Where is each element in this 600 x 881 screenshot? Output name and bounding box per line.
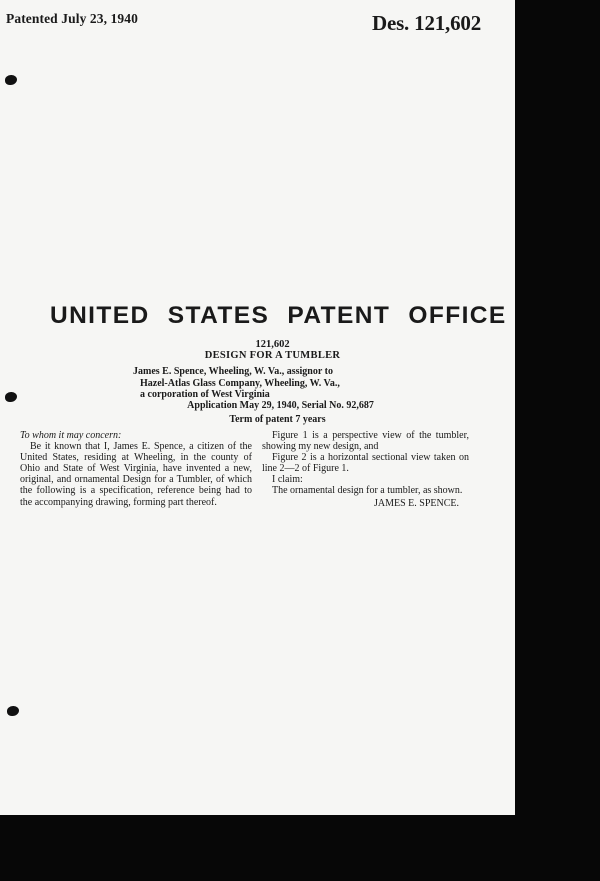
claim-text: The ornamental design for a tumbler, as shown. bbox=[272, 485, 463, 497]
salutation: To whom it may concern: bbox=[20, 430, 122, 441]
inventor-line: Hazel-Atlas Glass Company, Wheeling, W. Va., bbox=[140, 377, 340, 389]
inventor-line: James E. Spence, Wheeling, W. Va., assignor to bbox=[133, 366, 333, 377]
patented-date: Patented July 23, 1940 bbox=[6, 11, 138, 26]
figure-2-description: Figure 2 is a horizontal sectional view taken on line 2—2 of Figure 1. bbox=[262, 452, 469, 475]
inventor-block bbox=[20, 366, 535, 401]
patent-number: 121,602 bbox=[255, 339, 290, 350]
office-heading: UNITED STATES PATENT OFFICE bbox=[50, 302, 507, 329]
design-title: DESIGN FOR A TUMBLER bbox=[204, 350, 341, 361]
right-column bbox=[262, 430, 469, 509]
inventor-line: a corporation of West Virginia bbox=[140, 389, 270, 400]
design-number: Des. 121,602 bbox=[372, 11, 482, 35]
specification-paragraph: Be it known that I, James E. Spence, a citizen of the United States, residing at Wheeling, in the county of Ohio and State of West Virginia, have invented a new, original, and ornamental Design for a Tumbler, of which the following is a specification, reference being had to the accompanying drawing, forming part thereof. bbox=[20, 441, 252, 508]
claim-intro: I claim: bbox=[272, 474, 303, 486]
application-line: Application May 29, 1940, Serial No. 92,687 bbox=[187, 400, 374, 411]
figure-1-description: Figure 1 is a perspective view of the tumbler, showing my new design, and bbox=[262, 430, 469, 453]
signature: JAMES E. SPENCE. bbox=[373, 497, 459, 509]
scan-border-bottom bbox=[0, 815, 600, 881]
scan-border-right bbox=[515, 0, 600, 881]
left-column bbox=[20, 430, 252, 508]
term-line: Term of patent 7 years bbox=[229, 414, 326, 425]
